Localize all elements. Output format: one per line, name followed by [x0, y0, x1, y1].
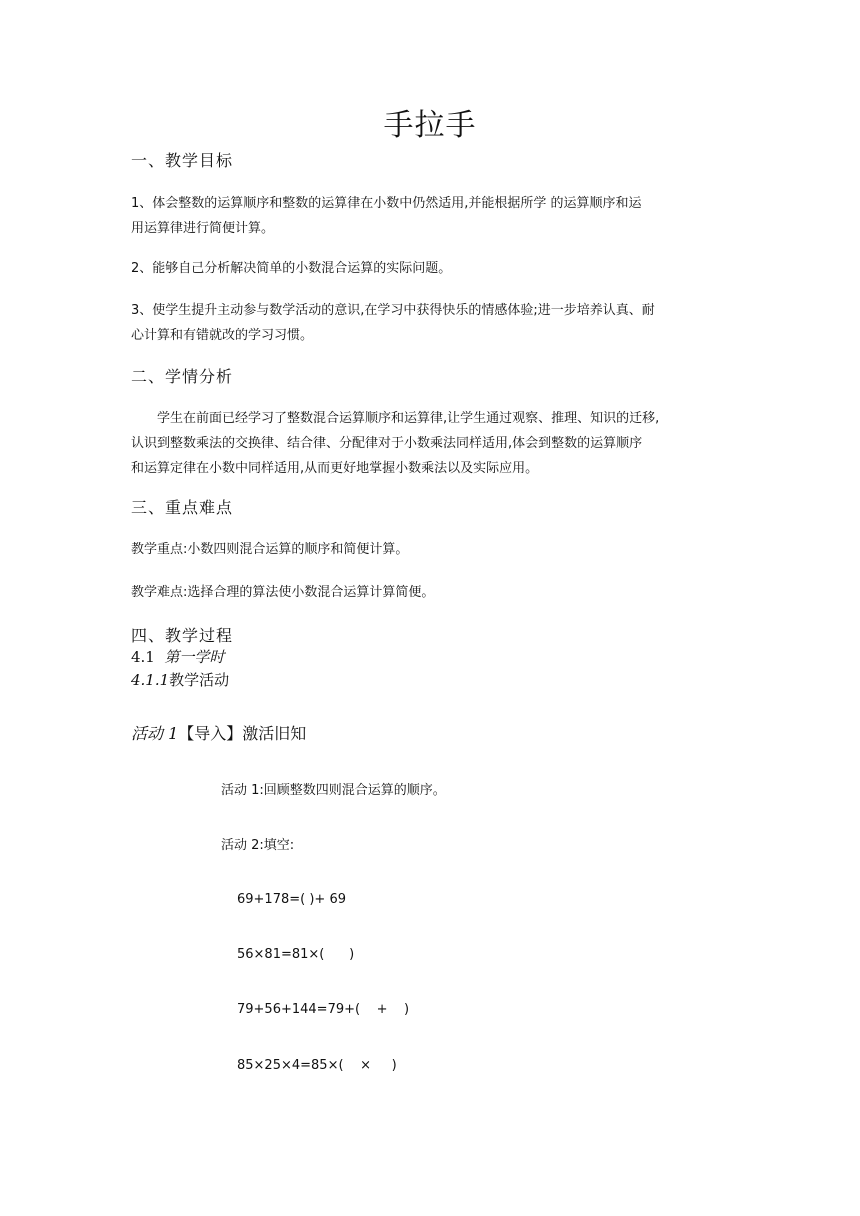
objective-1-line-2: 用运算律进行简便计算。: [131, 221, 275, 236]
objective-3-line-2: 心计算和有错就改的学习习惯。: [131, 328, 314, 343]
objective-paragraph-1: [131, 191, 733, 241]
subsection-4-1-1-label: 教学活动: [169, 671, 230, 689]
formula-3: 79+56+144=79+( + ): [237, 1002, 410, 1017]
objective-paragraph-3: [131, 298, 733, 348]
section-heading-process: 四、教学过程: [131, 626, 234, 645]
section-heading-objectives: 一、教学目标: [131, 151, 234, 170]
objective-3-line-1: 3、使学生提升主动参与数学活动的意识,在学习中获得快乐的情感体验;进一步培养认真、耐: [131, 303, 655, 318]
activity-1-text: 活动 1:回顾整数四则混合运算的顺序。: [221, 783, 446, 798]
subsection-4-1-number: 4.1: [131, 648, 155, 666]
objective-paragraph-2: 2、能够自己分析解决简单的小数混合运算的实际问题。: [131, 261, 452, 276]
key-point-text: 教学重点:小数四则混合运算的顺序和简便计算。: [131, 542, 409, 557]
formula-1: 69+178=( )+ 69: [237, 892, 346, 907]
activity-2-text: 活动 2:填空:: [221, 838, 295, 853]
subsection-4-1-1: [131, 670, 229, 690]
document-title: 手拉手: [383, 108, 477, 143]
subsection-4-1-label: 第一学时: [164, 648, 225, 666]
analysis-line-2: 认识到整数乘法的交换律、结合律、分配律对于小数乘法同样适用,体会到整数的运算顺序: [131, 436, 643, 451]
formula-2: 56×81=81×( ): [237, 947, 355, 962]
difficult-point-text: 教学难点:选择合理的算法使小数混合运算计算简便。: [131, 585, 435, 600]
subsection-4-1: [131, 647, 224, 667]
analysis-line-1: 学生在前面已经学习了整数混合运算顺序和运算律,让学生通过观察、推理、知识的迁移,: [157, 411, 660, 426]
formula-4: 85×25×4=85×( × ): [237, 1058, 397, 1073]
subsection-4-1-1-number: 4.1.1: [131, 671, 170, 689]
activity-heading: [131, 724, 306, 744]
objective-1-line-1: 1、体会整数的运算顺序和整数的运算律在小数中仍然适用,并能根据所学 的运算顺序和运: [131, 196, 642, 211]
analysis-paragraph: [131, 406, 733, 481]
analysis-line-3: 和运算定律在小数中同样适用,从而更好地掌握小数乘法以及实际应用。: [131, 461, 539, 476]
activity-heading-text: 【导入】激活旧知: [178, 724, 307, 743]
activity-heading-number: 活动 1: [131, 724, 179, 743]
section-heading-analysis: 二、学情分析: [131, 367, 234, 386]
section-heading-key-points: 三、重点难点: [131, 498, 234, 517]
